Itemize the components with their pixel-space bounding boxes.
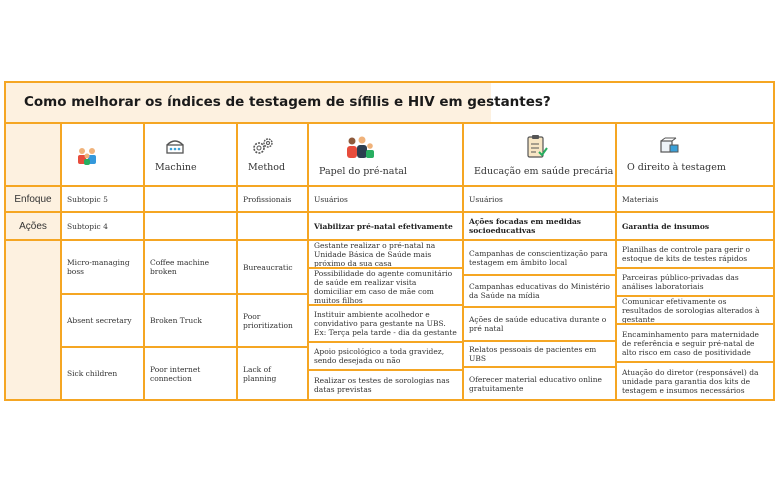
enfoque-cell-machine (143, 185, 238, 213)
family-icon (345, 135, 375, 159)
cause-cell-direito-5: Atuação do diretor (responsável) da unidade para garantia dos kits de testagem e insumos necessários (615, 361, 775, 401)
cause-cell-educacao-1: Campanhas de conscientização para testagem em âmbito local (462, 239, 617, 276)
enfoque-cell-method: Profissionais (236, 185, 309, 213)
column-header-educacao (462, 122, 617, 187)
header-corner-cell (4, 122, 62, 187)
cause-cell-educacao-4: Relatos pessoais de pacientes em UBS (462, 340, 617, 368)
enfoque-cell-direito: Materiais (615, 185, 775, 213)
column-header-direito (615, 122, 775, 187)
acoes-cell-direito: Garantia de insumos (615, 211, 775, 241)
column-header-label: Educação em saúde precária (474, 166, 614, 177)
acoes-cell-machine (143, 211, 238, 241)
machine-icon (165, 137, 185, 155)
acoes-cell-educacao: Ações focadas em medidas socioeducativas (462, 211, 617, 241)
cause-cell-prenatal-3: Instituir ambiente acolhedor e convidativo para gestante na UBS. Ex: Terça pela tarde - dia da gestante (307, 304, 464, 343)
column-header-label: Machine (155, 162, 197, 173)
column-header-label: Method (248, 162, 286, 173)
row-label-enfoque: Enfoque (4, 185, 62, 213)
gears-icon (252, 137, 274, 155)
column-header-label: Papel do pré-natal (319, 166, 407, 177)
enfoque-cell-people: Subtopic 5 (60, 185, 145, 213)
cause-cell-educacao-5: Oferecer material educativo online gratuitamente (462, 366, 617, 401)
enfoque-cell-educacao: Usuários (462, 185, 617, 213)
acoes-cell-method (236, 211, 309, 241)
cause-cell-machine-3: Poor internet connection (143, 346, 238, 401)
people-icon (76, 146, 98, 166)
enfoque-cell-prenatal: Usuários (307, 185, 464, 213)
checklist-icon (526, 134, 548, 160)
column-header-machine (143, 122, 238, 187)
title-bar (4, 81, 775, 124)
cause-cell-educacao-3: Ações de saúde educativa durante o pré natal (462, 306, 617, 342)
row-label-acoes: Ações (4, 211, 62, 241)
cause-cell-prenatal-5: Realizar os testes de sorologias nas datas previstas (307, 369, 464, 401)
row-label-causes (4, 239, 62, 401)
fishbone-table (4, 81, 775, 401)
cause-cell-machine-2: Broken Truck (143, 293, 238, 348)
column-header-people (60, 122, 145, 187)
cause-cell-people-1: Micro-managing boss (60, 239, 145, 295)
cause-cell-people-2: Absent secretary (60, 293, 145, 348)
cause-cell-direito-2: Parceiras público-privadas das análises laboratoriais (615, 267, 775, 297)
cause-cell-prenatal-4: Apoio psicológico a toda gravidez, sendo desejada ou não (307, 341, 464, 371)
cause-cell-prenatal-1: Gestante realizar o pré-natal na Unidade Básica de Saúde mais próximo da sua casa (307, 239, 464, 269)
page-title: Como melhorar os índices de testagem de sífilis e HIV em gestantes? (24, 94, 551, 110)
cause-cell-prenatal-2: Possibilidade do agente comunitário de saúde em realizar visita domiciliar em caso de mãe com muitos filhos (307, 267, 464, 306)
cause-cell-machine-1: Coffee machine broken (143, 239, 238, 295)
cause-cell-educacao-2: Campanhas educativas do Ministério da Saúde na mídia (462, 274, 617, 308)
column-header-method (236, 122, 309, 187)
cause-cell-method-1: Bureaucratic (236, 239, 309, 295)
cause-cell-method-2: Poor prioritization (236, 293, 309, 348)
cause-cell-method-3: Lack of planning (236, 346, 309, 401)
cause-cell-direito-4: Encaminhamento para maternidade de referência e seguir pré-natal de alto risco em caso de positividade (615, 323, 775, 363)
cause-cell-direito-1: Planilhas de controle para gerir o estoque de kits de testes rápidos (615, 239, 775, 269)
cause-cell-direito-3: Comunicar efetivamente os resultados de sorologias alterados à gestante (615, 295, 775, 325)
acoes-cell-people: Subtopic 4 (60, 211, 145, 241)
column-header-prenatal (307, 122, 464, 187)
boxes-icon (659, 137, 681, 155)
column-header-label: O direito à testagem (627, 162, 726, 173)
acoes-cell-prenatal: Viabilizar pré-natal efetivamente (307, 211, 464, 241)
cause-cell-people-3: Sick children (60, 346, 145, 401)
